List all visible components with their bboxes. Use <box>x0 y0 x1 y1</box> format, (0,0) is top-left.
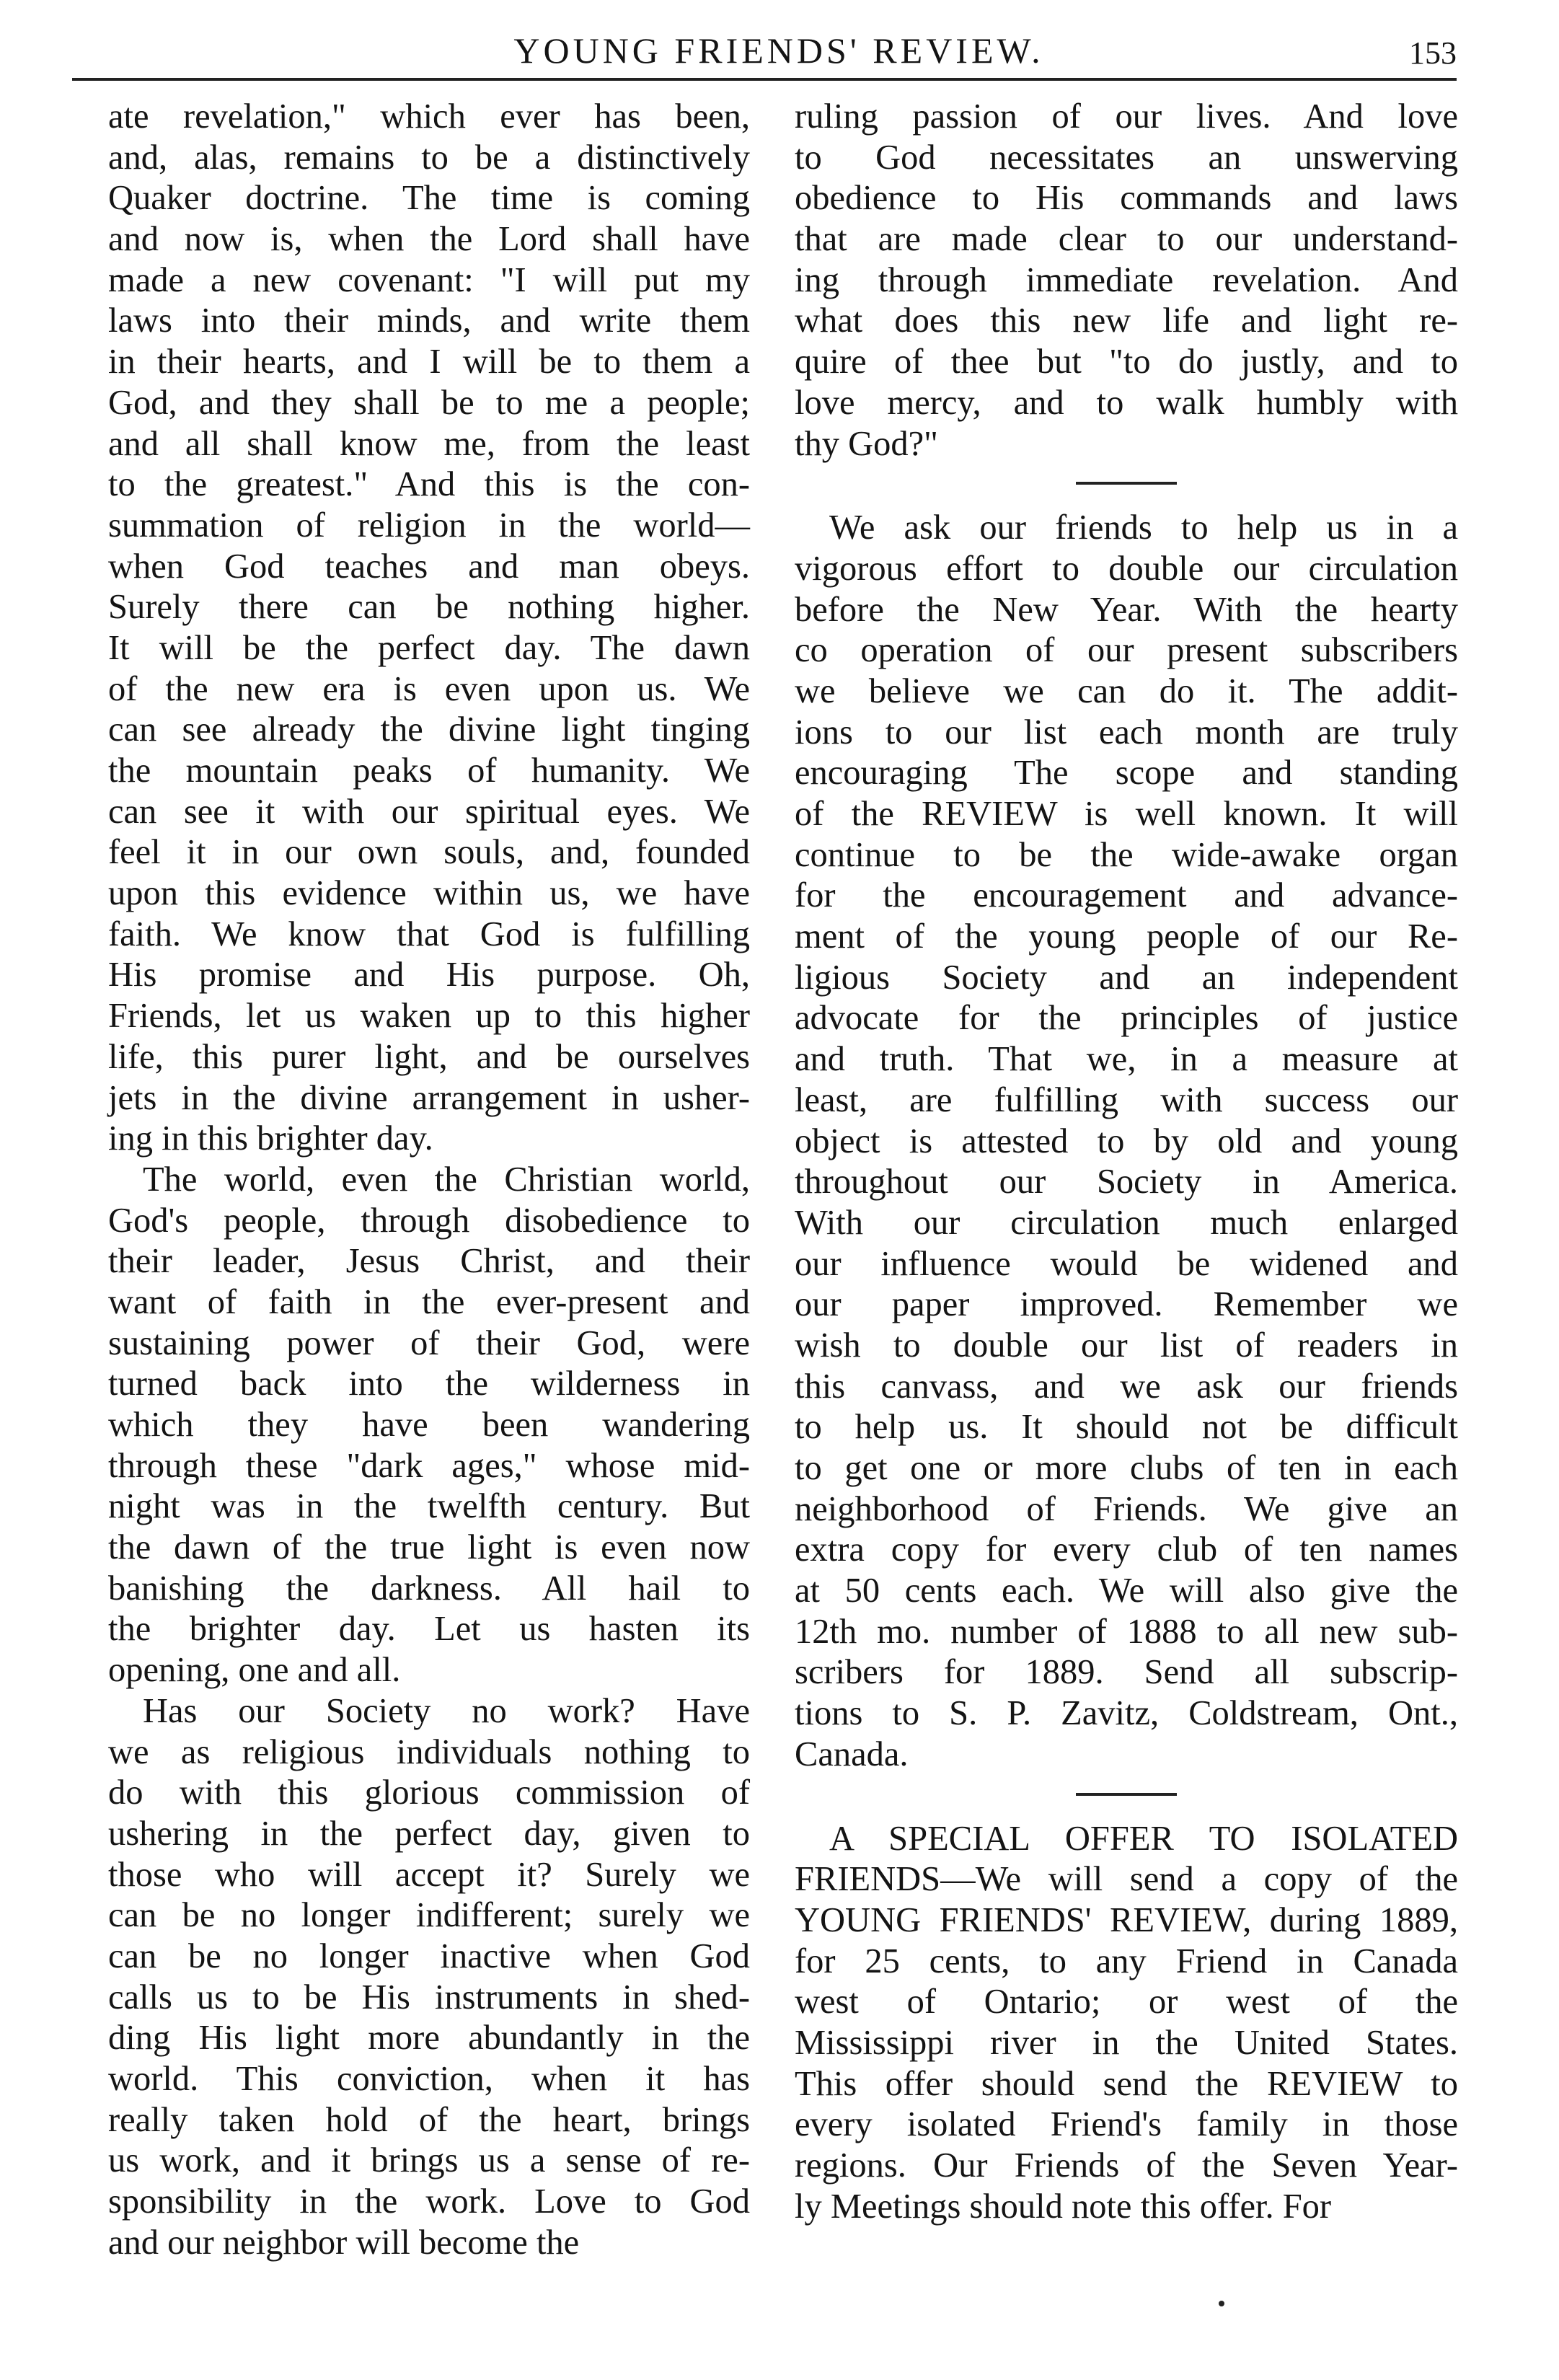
text-line: upon this evidence within us, we have <box>108 874 750 913</box>
text-line: night was in the twelfth century. But <box>108 1487 750 1526</box>
text-line: life, this purer light, and be ourselves <box>108 1037 750 1076</box>
text-line: ate revelation," which ever has been, <box>108 97 750 136</box>
text-line: can see already the divine light tinging <box>108 710 750 749</box>
section-divider <box>1076 1793 1177 1796</box>
special-offer-notice <box>795 1819 1458 2228</box>
text-line: faith. We know that God is fulfilling <box>108 914 750 953</box>
text-line: Surely there can be nothing higher. <box>108 588 750 627</box>
text-line: FRIENDS—We will send a copy of the <box>795 1860 1458 1899</box>
section-divider <box>1076 482 1177 485</box>
text-line: continue to be the wide-awake organ <box>795 835 1458 874</box>
text-line: every isolated Friend's family in those <box>795 2105 1458 2144</box>
text-line: extra copy for every club of ten names <box>795 1530 1458 1569</box>
text-line: throughout our Society in America. <box>795 1163 1458 1202</box>
text-line: ions to our list each month are truly <box>795 713 1458 752</box>
article-continuation <box>795 97 1458 464</box>
text-line: love mercy, and to walk humbly with <box>795 383 1458 422</box>
text-line: object is attested to by old and young <box>795 1121 1458 1160</box>
text-line: want of faith in the ever-present and <box>108 1282 750 1321</box>
text-line: His promise and His purpose. Oh, <box>108 956 750 995</box>
text-line: encouraging The scope and standing <box>795 754 1458 793</box>
right-column <box>795 97 1458 2227</box>
text-line: and our neighbor will become the <box>108 2223 580 2262</box>
text-line: Canada. <box>795 1735 909 1773</box>
text-line: our paper improved. Remember we <box>795 1285 1458 1324</box>
text-line: This offer should send the REVIEW to <box>795 2064 1458 2103</box>
text-line: can be no longer inactive when God <box>108 1936 750 1975</box>
text-line: scribers for 1889. Send all subscrip- <box>795 1653 1458 1692</box>
text-line: thy God?" <box>795 424 938 463</box>
text-line: least, are fulfilling with success our <box>795 1080 1458 1119</box>
text-line: through these "dark ages," whose mid- <box>108 1446 750 1485</box>
text-line: laws into their minds, and write them <box>108 301 750 340</box>
circulation-appeal <box>795 508 1458 1775</box>
text-line: co operation of our present subscribers <box>795 631 1458 670</box>
text-line: the dawn of the true light is even now <box>108 1528 750 1567</box>
text-line: the brighter day. Let us hasten its <box>108 1610 750 1649</box>
text-line: to help us. It should not be difficult <box>795 1408 1458 1447</box>
text-line: feel it in our own souls, and, founded <box>108 833 750 872</box>
text-line: summation of religion in the world— <box>108 506 750 545</box>
text-line: west of Ontario; or west of the <box>795 1983 1458 2022</box>
text-line: the mountain peaks of humanity. We <box>108 752 750 790</box>
text-line: can be no longer indifferent; surely we <box>108 1896 750 1935</box>
text-line: to the greatest." And this is the con- <box>108 465 750 504</box>
text-line: Mississippi river in the United States. <box>795 2023 1458 2062</box>
text-line: ment of the young people of our Re- <box>795 917 1458 956</box>
text-line: We ask our friends to help us in a <box>829 508 1458 547</box>
text-line: our influence would be widened and <box>795 1244 1458 1283</box>
text-line: do with this glorious commission of <box>108 1773 750 1812</box>
text-line: Friends, let us waken up to this higher <box>108 997 750 1036</box>
text-line: for the encouragement and advance- <box>795 876 1458 915</box>
text-line: in their hearts, and I will be to them a <box>108 343 750 382</box>
text-line: ushering in the perfect day, given to <box>108 1814 750 1853</box>
text-line: ing in this brighter day. <box>108 1119 433 1158</box>
text-line: YOUNG FRIENDS' REVIEW, during 1889, <box>795 1900 1458 1939</box>
text-line: obedience to His commands and laws <box>795 179 1458 218</box>
text-line: God's people, through disobedience to <box>108 1201 750 1240</box>
text-line: can see it with our spiritual eyes. We <box>108 792 750 831</box>
text-line: tions to S. P. Zavitz, Coldstream, Ont., <box>795 1694 1458 1733</box>
page-header <box>72 29 1485 76</box>
text-line: Quaker doctrine. The time is coming <box>108 179 750 218</box>
text-line: which they have been wandering <box>108 1406 750 1444</box>
text-line: ing through immediate revelation. And <box>795 260 1458 299</box>
text-line: what does this new life and light re- <box>795 301 1458 340</box>
left-column <box>108 97 750 2263</box>
text-line: With our circulation much enlarged <box>795 1203 1458 1242</box>
page-number: 153 <box>1409 35 1457 71</box>
text-line: us work, and it brings us a sense of re- <box>108 2141 750 2180</box>
text-line: banishing the darkness. All hail to <box>108 1569 750 1608</box>
text-line: and, alas, remains to be a distinctively <box>108 138 750 177</box>
text-line: and now is, when the Lord shall have <box>108 220 750 259</box>
text-line: A SPECIAL OFFER TO ISOLATED <box>829 1819 1458 1858</box>
text-line: to get one or more clubs of ten in each <box>795 1449 1458 1487</box>
text-line: ding His light more abundantly in the <box>108 2019 750 2058</box>
text-line: quire of thee but "to do justly, and to <box>795 343 1458 382</box>
text-line: ruling passion of our lives. And love <box>795 97 1458 136</box>
text-line: of the new era is even upon us. We <box>108 669 750 708</box>
text-line: God, and they shall be to me a people; <box>108 383 750 422</box>
text-line: ligious Society and an independent <box>795 958 1458 997</box>
text-line: jets in the divine arrangement in usher- <box>108 1078 750 1117</box>
text-line: world. This conviction, when it has <box>108 2060 750 2098</box>
text-line: of the REVIEW is well known. It will <box>795 795 1458 833</box>
text-line: Has our Society no work? Have <box>143 1691 750 1730</box>
text-line: wish to double our list of readers in <box>795 1326 1458 1365</box>
text-line: 12th mo. number of 1888 to all new sub- <box>795 1612 1458 1651</box>
text-line: It will be the perfect day. The dawn <box>108 628 750 667</box>
text-line: those who will accept it? Surely we <box>108 1855 750 1894</box>
text-line: made a new covenant: "I will put my <box>108 260 750 299</box>
text-line: we believe we can do it. The addit- <box>795 671 1458 710</box>
text-line: when God teaches and man obeys. <box>108 547 750 586</box>
text-line: really taken hold of the heart, brings <box>108 2100 750 2139</box>
text-line: their leader, Jesus Christ, and their <box>108 1242 750 1281</box>
text-line: ly Meetings should note this offer. For <box>795 2187 1332 2226</box>
text-line: neighborhood of Friends. We give an <box>795 1489 1458 1528</box>
text-line: for 25 cents, to any Friend in Canada <box>795 1942 1458 1980</box>
text-line: calls us to be His instruments in shed- <box>108 1978 750 2017</box>
text-line: turned back into the wilderness in <box>108 1365 750 1403</box>
text-line: advocate for the principles of justice <box>795 999 1458 1038</box>
text-line: we as religious individuals nothing to <box>108 1732 750 1771</box>
text-line: and all shall know me, from the least <box>108 424 750 463</box>
running-title: YOUNG FRIENDS' REVIEW. <box>513 30 1044 71</box>
text-line: sustaining power of their God, were <box>108 1323 750 1362</box>
text-line: that are made clear to our understand- <box>795 220 1458 259</box>
text-line: before the New Year. With the hearty <box>795 590 1458 629</box>
text-line: regions. Our Friends of the Seven Year- <box>795 2146 1458 2185</box>
header-rule <box>72 78 1457 81</box>
print-speck <box>1219 2301 1224 2306</box>
text-line: The world, even the Christian world, <box>143 1160 750 1199</box>
text-line: opening, one and all. <box>108 1651 401 1690</box>
text-line: and truth. That we, in a measure at <box>795 1040 1458 1079</box>
text-line: sponsibility in the work. Love to God <box>108 2182 750 2221</box>
text-line: to God necessitates an unswerving <box>795 138 1458 177</box>
text-line: at 50 cents each. We will also give the <box>795 1572 1458 1610</box>
text-line: vigorous effort to double our circulation <box>795 549 1458 588</box>
text-line: this canvass, and we ask our friends <box>795 1367 1458 1406</box>
